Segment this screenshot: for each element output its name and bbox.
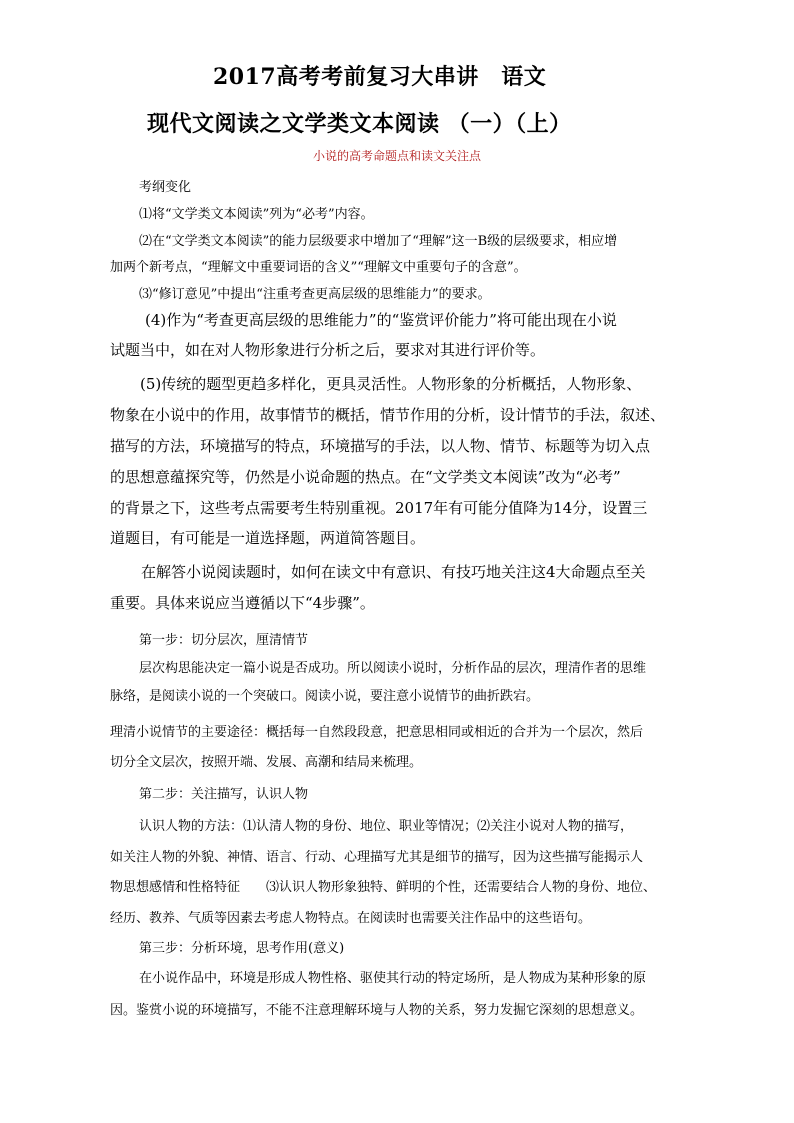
paragraph-line: 认识人物的方法：⑴认清人物的身份、地位、职业等情况；⑵关注小说对人物的描写， (139, 819, 634, 834)
paragraph-line: 物思想感情和性格特征 ⑶认识人物形象独特、鲜明的个性，还需要结合人物的身份、地位、 (110, 880, 657, 895)
step-heading: 第二步：关注描写，认识人物 (139, 787, 309, 802)
paragraph-line: 脉络，是阅读小说的一个突破口。阅读小说，要注意小说情节的曲折跌宕。 (110, 689, 540, 704)
paragraph-line: ⑴将“文学类文本阅读”列为“必考”内容。 (139, 207, 374, 222)
paragraph-line: 的思想意蕴探究等，仍然是小说命题的热点。在“文学类文本阅读”改为“必考” (110, 468, 621, 486)
step-heading: 第三步：分析环境，思考作用(意义) (139, 941, 345, 956)
paragraph-line: 试题当中，如在对人物形象进行分析之后，要求对其进行评价等。 (110, 341, 546, 359)
paragraph-line: 理清小说情节的主要途径：概括每一自然段段意，把意思相同或相近的合并为一个层次，然后 (110, 725, 644, 740)
paragraph-line: ⑶“修订意见”中提出“注重考查更高层级的思维能力”的要求。 (139, 287, 491, 302)
paragraph-line: (5)传统的题型更趋多样化，更具灵活性。人物形象的分析概括，人物形象、 (140, 375, 642, 393)
paragraph-line: (4)作为“考查更高层级的思维能力”的“鉴赏评价能力”将可能出现在小说 (145, 311, 617, 329)
paragraph-line: 层次构思能决定一篇小说是否成功。所以阅读小说时，分析作品的层次，理清作者的思维 (139, 661, 647, 676)
paragraph-line: 经历、教养、气质等因素去考虑人物特点。在阅读时也需要关注作品中的这些语句。 (110, 911, 592, 926)
paragraph-line: 描写的方法，环境描写的特点，环境描写的手法，以人物、情节、标题等为切入点 (110, 437, 651, 455)
document-title: 2017高考考前复习大串讲 语文 (213, 64, 547, 90)
paragraph-line: 重要。具体来说应当遵循以下“4步骤”。 (110, 594, 375, 612)
paragraph-line: ⑵在“文学类文本阅读”的能力层级要求中增加了“理解”这一B级的层级要求，相应增 (139, 234, 618, 249)
paragraph-line: 如关注人物的外貌、神情、语言、行动、心理描写尤其是细节的描写，因为这些描写能揭示人 (110, 850, 644, 865)
paragraph-line: 考纲变化 (139, 180, 192, 195)
paragraph-line: 在解答小说阅读题时，如何在读文中有意识、有技巧地关注这4大命题点至关 (141, 563, 646, 581)
step-heading: 第一步：切分层次，厘清情节 (139, 633, 309, 648)
paragraph-line: 切分全文层次，按照开端、发展、高潮和结局来梳理。 (110, 755, 423, 770)
paragraph-line: 物象在小说中的作用，故事情节的概括，情节作用的分析，设计情节的手法，叙述、 (110, 406, 666, 424)
paragraph-line: 加两个新考点，“理解文中重要词语的含义”“理解文中重要句子的含意”。 (110, 260, 527, 275)
red-section-heading: 小说的高考命题点和读文关注点 (313, 149, 482, 163)
paragraph-line: 道题目，有可能是一道选择题，两道简答题目。 (110, 529, 426, 547)
paragraph-line: 在小说作品中，环境是形成人物性格、驱使其行动的特定场所，是人物成为某种形象的原 (139, 971, 647, 986)
paragraph-line: 因。鉴赏小说的环境描写，不能不注意理解环境与人物的关系，努力发掘它深刻的思想意义。 (110, 1003, 644, 1018)
paragraph-line: 的背景之下，这些考点需要考生特别重视。2017年有可能分值降为14分，设置三 (110, 499, 648, 517)
document-subtitle: 现代文阅读之文学类文本阅读 （一）（上） (147, 111, 572, 137)
